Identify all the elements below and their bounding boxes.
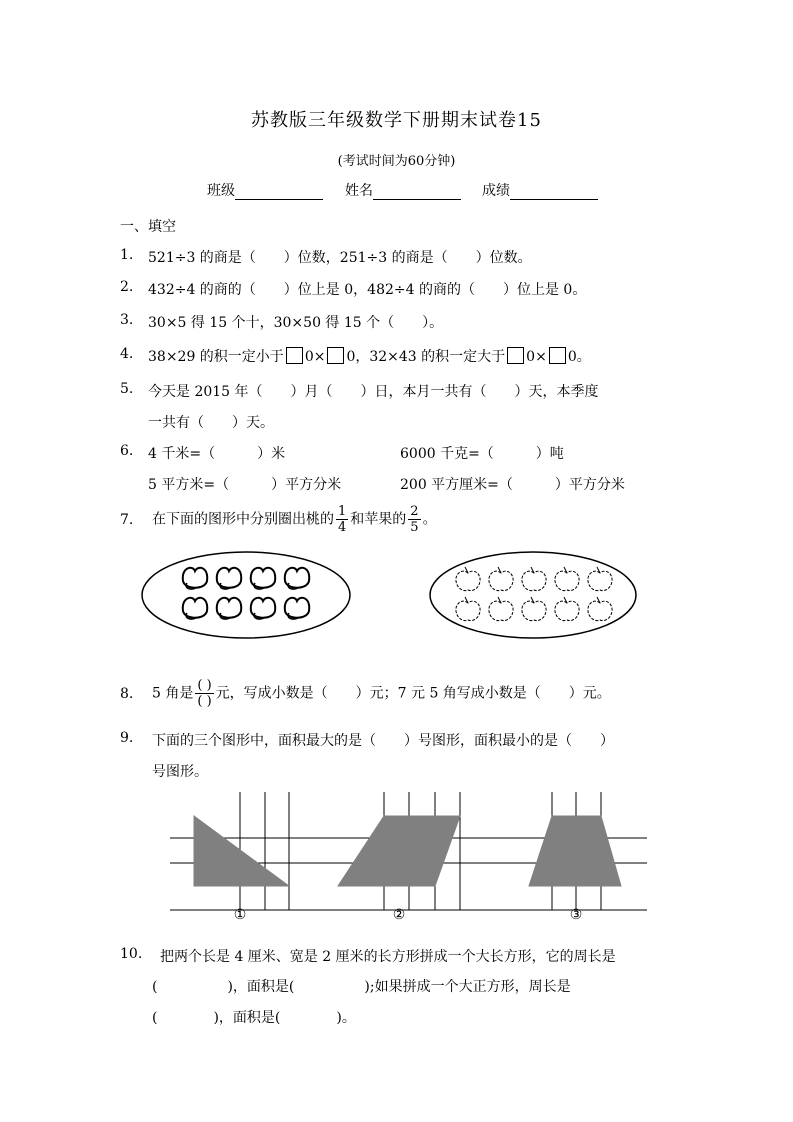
peach-icon: [183, 598, 207, 619]
exam-duration: (考试时间为60分钟): [337, 154, 456, 169]
peach-icon: [217, 598, 241, 619]
question-number: 5.: [120, 381, 134, 397]
question-number: 8.: [120, 686, 134, 702]
shape-label-3: ③: [569, 907, 583, 923]
question-5: [120, 381, 599, 400]
name-blank[interactable]: [373, 185, 461, 200]
question-1: [120, 247, 532, 266]
question-number: 4.: [120, 346, 134, 362]
fruit-figure: [140, 550, 660, 650]
score-field: [482, 180, 598, 200]
apple-icon: [522, 567, 546, 591]
answer-box[interactable]: [327, 347, 344, 364]
question-text: 521÷3 的商是（ ）位数，251÷3 的商是（ ）位数。: [148, 250, 532, 266]
conversion-cm2-dm2: 200 平方厘米=（ ）平方分米: [400, 477, 625, 493]
question-text: 今天是 2015 年（ ）月（ ）日，本月一共有（ ）天，本季度: [148, 384, 599, 400]
question-3: [120, 312, 444, 331]
fraction: $\frac{1}{4}$: [338, 504, 347, 535]
peach-icon: [285, 568, 309, 589]
name-field: [345, 180, 461, 200]
apple-icon: [489, 567, 513, 591]
apple-ellipse[interactable]: [430, 552, 636, 638]
fraction: $\frac{( )}{( )}$: [197, 678, 212, 709]
apple-icon: [456, 567, 480, 591]
name-label: 姓名: [345, 183, 373, 199]
conversion-m2-dm2: 5 平方米=（ ）平方分米: [148, 477, 342, 493]
apple-icon: [555, 597, 579, 621]
answer-box[interactable]: [286, 347, 303, 364]
class-label: 班级: [207, 183, 235, 199]
page-title: 苏教版三年级数学下册期末试卷15: [251, 110, 542, 131]
question-10-line-3: ( )，面积是( )。: [152, 1010, 356, 1026]
apple-icon: [522, 597, 546, 621]
question-text: 5 角是 $\frac{( )}{( )}$ 元，写成小数是（ ）元；7 元 5 角写成小数是（ ）元。: [152, 678, 611, 709]
question-number: 7.: [120, 512, 134, 528]
question-10: [120, 946, 616, 965]
peach-group: [142, 552, 350, 638]
answer-box[interactable]: [549, 347, 566, 364]
apple-icon: [555, 567, 579, 591]
peach-icon: [285, 598, 309, 619]
question-text: 30×5 得 15 个十，30×50 得 15 个（ ）。: [148, 315, 444, 331]
question-text: 下面的三个图形中，面积最大的是（ ）号图形，面积最小的是（ ）: [152, 733, 614, 749]
score-blank[interactable]: [510, 185, 598, 200]
apple-icon: [456, 597, 480, 621]
fraction: $\frac{2}{5}$: [410, 504, 419, 535]
peach-icon: [217, 568, 241, 589]
conversion-kg-t: 6000 千克=（ ）吨: [400, 446, 564, 462]
question-text: 432÷4 的商的（ ）位上是 0，482÷4 的商的（ ）位上是 0。: [148, 282, 587, 298]
question-number: 10.: [120, 946, 143, 962]
class-blank[interactable]: [235, 185, 323, 200]
question-9-continued: 号图形。: [152, 764, 208, 780]
parallelogram-shape[interactable]: [338, 816, 460, 886]
score-label: 成绩: [482, 183, 510, 199]
question-number: 1.: [120, 247, 134, 263]
apple-icon: [489, 597, 513, 621]
shape-label-1: ①: [233, 907, 247, 923]
question-4: [120, 346, 591, 365]
peach-icon: [251, 598, 275, 619]
question-9: [120, 730, 614, 749]
shape-label-2: ②: [392, 907, 406, 923]
question-text: 把两个长是 4 厘米、宽是 2 厘米的长方形拼成一个大长方形，它的周长是: [160, 949, 616, 965]
trapezoid-shape[interactable]: [529, 816, 621, 886]
question-10-line-2: ( )，面积是( );如果拼成一个大正方形，周长是: [152, 979, 571, 995]
answer-box[interactable]: [507, 347, 524, 364]
peach-icon: [251, 568, 275, 589]
apple-group: [430, 552, 636, 638]
peach-icon: [183, 568, 207, 589]
question-text: 在下面的图形中分别圈出桃的 $\frac{1}{4}$ 和苹果的 $\frac{2}{5}$ 。: [152, 504, 437, 535]
peach-ellipse[interactable]: [142, 552, 350, 638]
section-heading: 一、填空: [120, 219, 176, 235]
question-number: 3.: [120, 312, 134, 328]
conversion-km-m: 4 千米=（ ）米: [148, 446, 286, 462]
question-5-continued: 一共有（ ）天。: [148, 415, 274, 431]
question-2: [120, 279, 587, 298]
apple-icon: [588, 567, 612, 591]
question-6: [120, 443, 564, 462]
class-field: [207, 180, 323, 200]
question-number: 6.: [120, 443, 134, 459]
triangle-shape[interactable]: [194, 816, 289, 886]
question-number: 2.: [120, 279, 134, 295]
question-number: 9.: [120, 730, 134, 746]
shapes-figure: [165, 788, 655, 928]
question-text: 38×29 的积一定小于 0× 0，32×43 的积一定大于 0× 0。: [148, 349, 591, 365]
apple-icon: [588, 597, 612, 621]
